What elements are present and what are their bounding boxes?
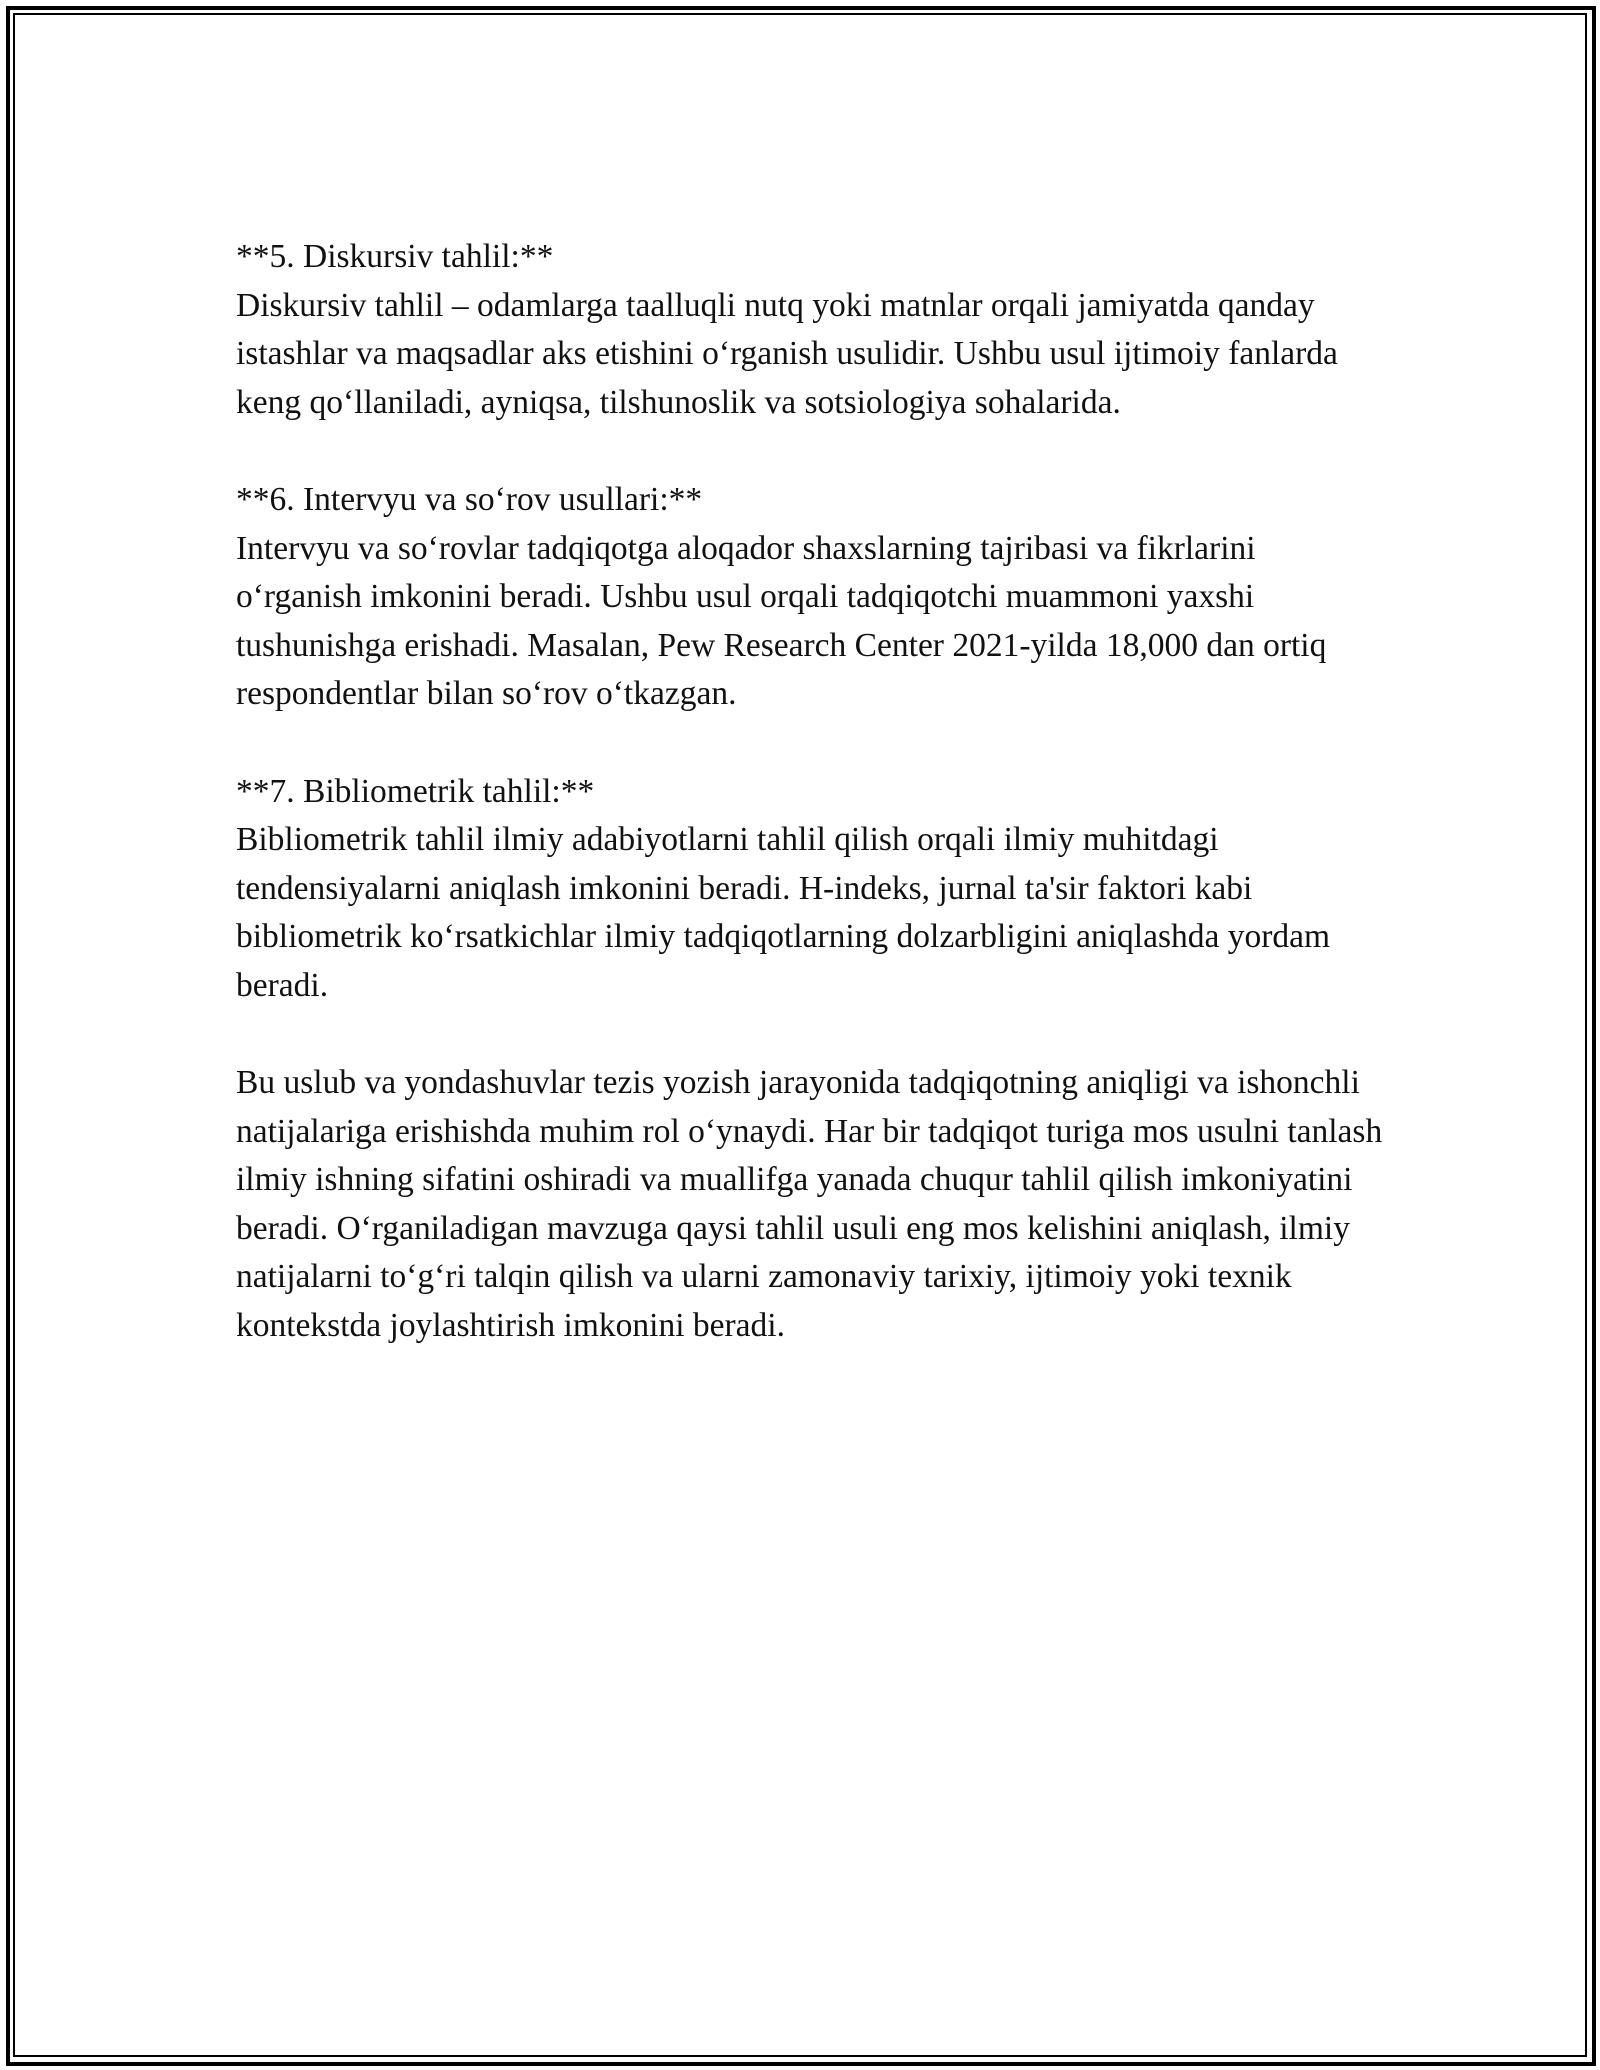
- document-body: [236, 233, 1386, 1399]
- section-heading: **7. Bibliometrik tahlil:**: [236, 772, 595, 810]
- section-heading: **5. Diskursiv tahlil:**: [236, 238, 554, 275]
- section-heading: **6. Intervyu va soʻrov usullari:**: [236, 480, 703, 518]
- conclusion-section: [236, 1059, 1386, 1351]
- conclusion-paragraph: Bu uslub va yondashuvlar tezis yozish jarayonida tadqiqotning aniqligi va ishonchli natijalariga erishishda muhim rol oʻynaydi. Har bir tadqiqot turiga mos usulni tanlash ilmiy ishning sifatini oshiradi va muallifga yanada chuqur tahlil qilish imkoniyatini beradi. Oʻrganiladigan mavzuga qaysi tahlil usuli eng mos kelishini aniqlash, ilmiy natijalarni toʻgʻri talqin qilish va ularni zamonaviy tarixiy, ijtimoiy yoki texnik kontekstda joylashtirish imkonini beradi.: [236, 1064, 1383, 1345]
- section-diskursiv-tahlil: [236, 233, 1386, 427]
- section-paragraph: Bibliometrik tahlil ilmiy adabiyotlarni tahlil qilish orqali ilmiy muhitdagi tendensiyalarni aniqlash imkonini beradi. H-indeks, jurnal ta'sir faktori kabi bibliometrik koʻrsatkichlar ilmiy tadqiqotlarning dolzarbligini aniqlashda yordam beradi.: [236, 821, 1331, 1004]
- section-bibliometrik-tahlil: [236, 768, 1386, 1011]
- section-paragraph: Diskursiv tahlil – odamlarga taalluqli nutq yoki matnlar orqali jamiyatda qanday istashlar va maqsadlar aks etishini oʻrganish usulidir. Ushbu usul ijtimoiy fanlarda keng qoʻllaniladi, ayniqsa, tilshunoslik va sotsiologiya sohalarida.: [236, 286, 1338, 421]
- section-paragraph: Intervyu va soʻrovlar tadqiqotga aloqador shaxslarning tajribasi va fikrlarini oʻrganish imkonini beradi. Ushbu usul orqali tadqiqotchi muammoni yaxshi tushunishga erishadi. Masalan, Pew Research Center 2021-yilda 18,000 dan ortiq respondentlar bilan soʻrov oʻtkazgan.: [236, 529, 1327, 713]
- section-intervyu: [236, 476, 1386, 719]
